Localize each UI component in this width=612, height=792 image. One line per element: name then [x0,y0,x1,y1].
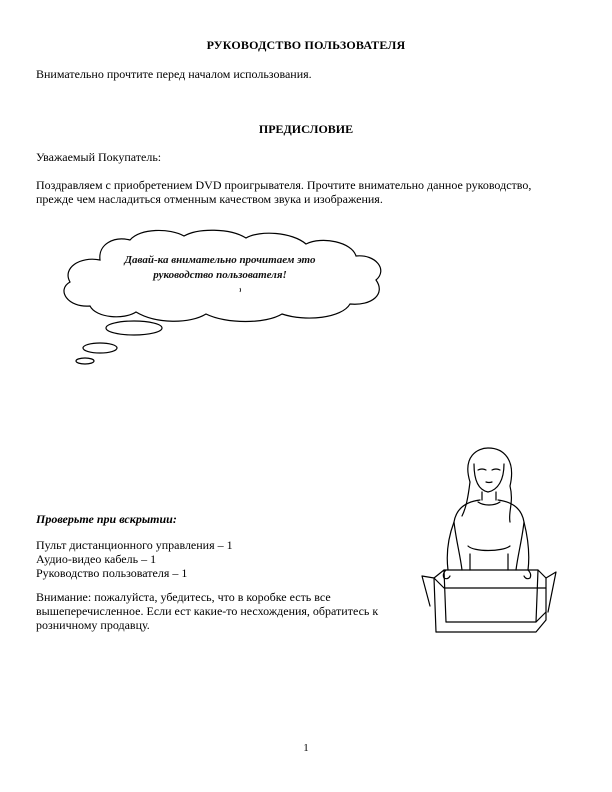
checklist-items [36,538,233,580]
woman-opening-box-illustration [418,446,558,642]
warning-line-1: Внимание: пожалуйста, убедитесь, что в коробке есть все [36,590,331,604]
thought-cloud-illustration [60,220,390,370]
list-item: Пульт дистанционного управления – 1 [36,538,233,552]
thought-cloud-text [100,253,340,283]
thought-cloud-line-2: руководство пользователя! [153,269,287,281]
intro-text: Внимательно прочтите перед началом использования. [36,67,312,81]
thought-cloud-line-1: Давай-ка внимательно прочитаем это [124,254,316,266]
face-outline [474,464,504,492]
preface-paragraph-line-1: Поздравляем с приобретением DVD проигрывателя. Прочтите внимательно данное руководство, [36,178,532,192]
thought-bubble-large [106,321,162,335]
checklist-title: Проверьте при вскрытии: [36,512,177,526]
page-number: 1 [303,742,309,754]
document-title: РУКОВОДСТВО ПОЛЬЗОВАТЕЛЯ [206,38,406,52]
hair-outline [468,448,512,522]
greeting-text: Уважаемый Покупатель: [36,150,162,164]
warning-line-3: розничному продавцу. [36,618,150,632]
warning-line-2: вышеперечисленное. Если ест какие-то несхождения, обратитесь к [36,604,379,618]
list-item: Руководство пользователя – 1 [36,566,188,580]
preface-title: ПРЕДИСЛОВИЕ [258,122,354,136]
preface-paragraph [36,178,556,206]
thought-bubble-small [76,358,94,364]
list-item: Аудио-видео кабель – 1 [36,552,157,566]
warning-paragraph [36,590,396,632]
thought-bubble-medium [83,343,117,353]
preface-paragraph-line-2: прежде чем насладиться отменным качеством звука и изображения. [36,192,383,206]
